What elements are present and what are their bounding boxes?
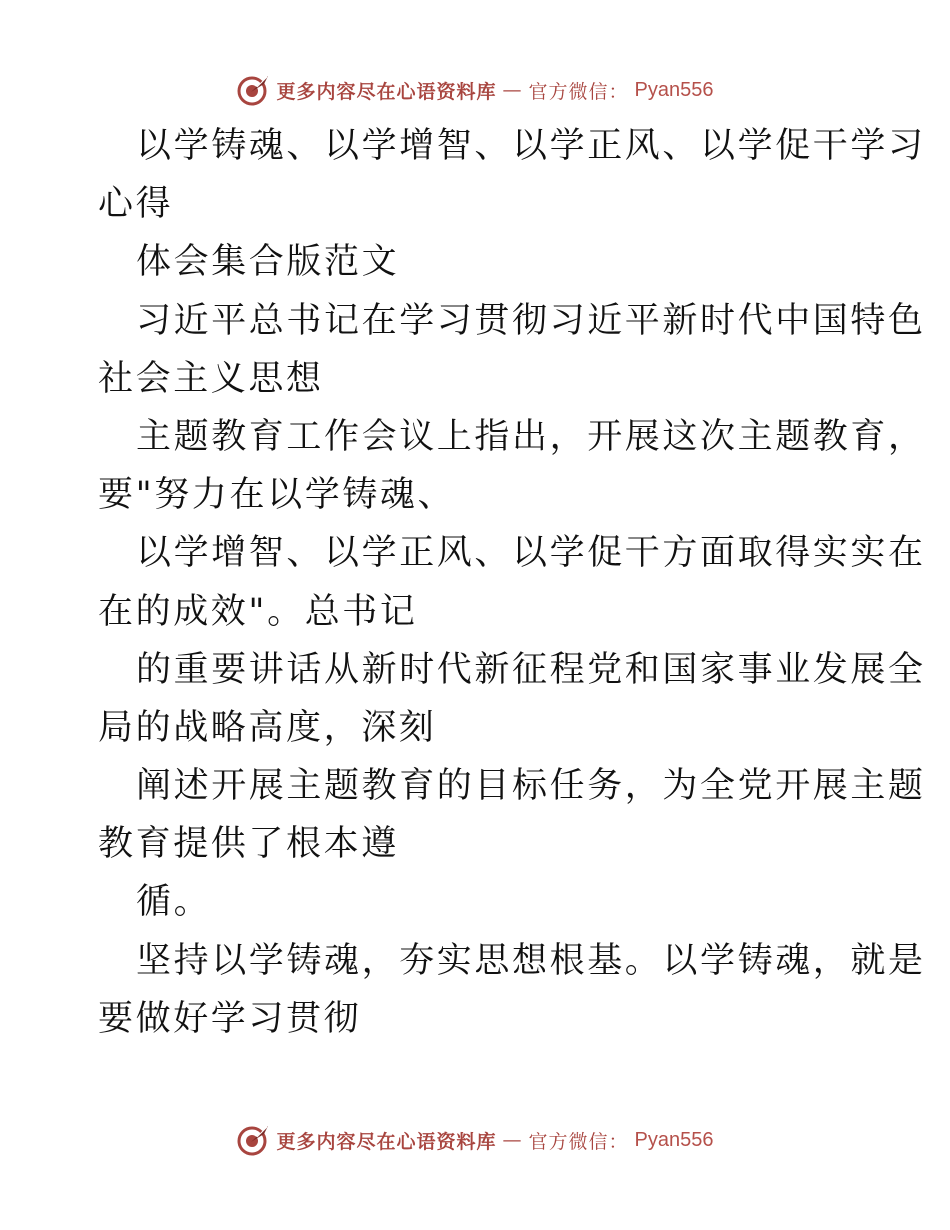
text-line: 教育提供了根本遵 [98,824,399,865]
document-body [98,117,926,1048]
text-line: 主题教育工作会议上指出，开展这次主题教育， [136,416,926,457]
text-line: 以学增智、以学正风、以学促干方面取得实实在 [136,533,926,574]
quill-pen-logo-icon [237,73,271,107]
text-line: 要"努力在以学铸魂、 [98,475,456,516]
text-line: 循。 [136,882,212,923]
banner-dash: — [502,1129,523,1151]
text-line: 坚持以学铸魂，夯实思想根基。以学铸魂，就是 [136,940,926,981]
banner-wechat-label: 官方微信： [528,1130,629,1153]
text-line: 社会主义思想 [98,358,324,399]
text-line: 的重要讲话从新时代新征程党和国家事业发展全 [136,649,926,690]
text-line: 阐述开展主题教育的目标任务，为全党开展主题 [136,766,926,807]
text-line: 习近平总书记在学习贯彻习近平新时代中国特色 [136,300,926,341]
banner-wechat-id: Pyan556 [634,1128,714,1151]
quill-pen-logo-icon [237,1123,271,1157]
banner-wechat-id: Pyan556 [634,78,714,101]
text-line: 在的成效"。总书记 [98,591,418,632]
text-line: 局的战略高度，深刻 [98,707,437,748]
text-line: 以学铸魂、以学增智、以学正风、以学促干学习 [136,126,926,166]
text-line: 要做好学习贯彻 [98,998,362,1039]
banner-text: 更多内容尽在心语资料库 [276,1130,497,1153]
text-line: 心得 [98,184,174,225]
text-line: 体会集合版范文 [136,242,400,283]
banner-wechat-label: 官方微信： [528,80,629,103]
banner-text: 更多内容尽在心语资料库 [276,80,497,103]
banner-dash: — [502,79,523,101]
header-banner [0,70,950,110]
footer-banner [0,1120,950,1160]
